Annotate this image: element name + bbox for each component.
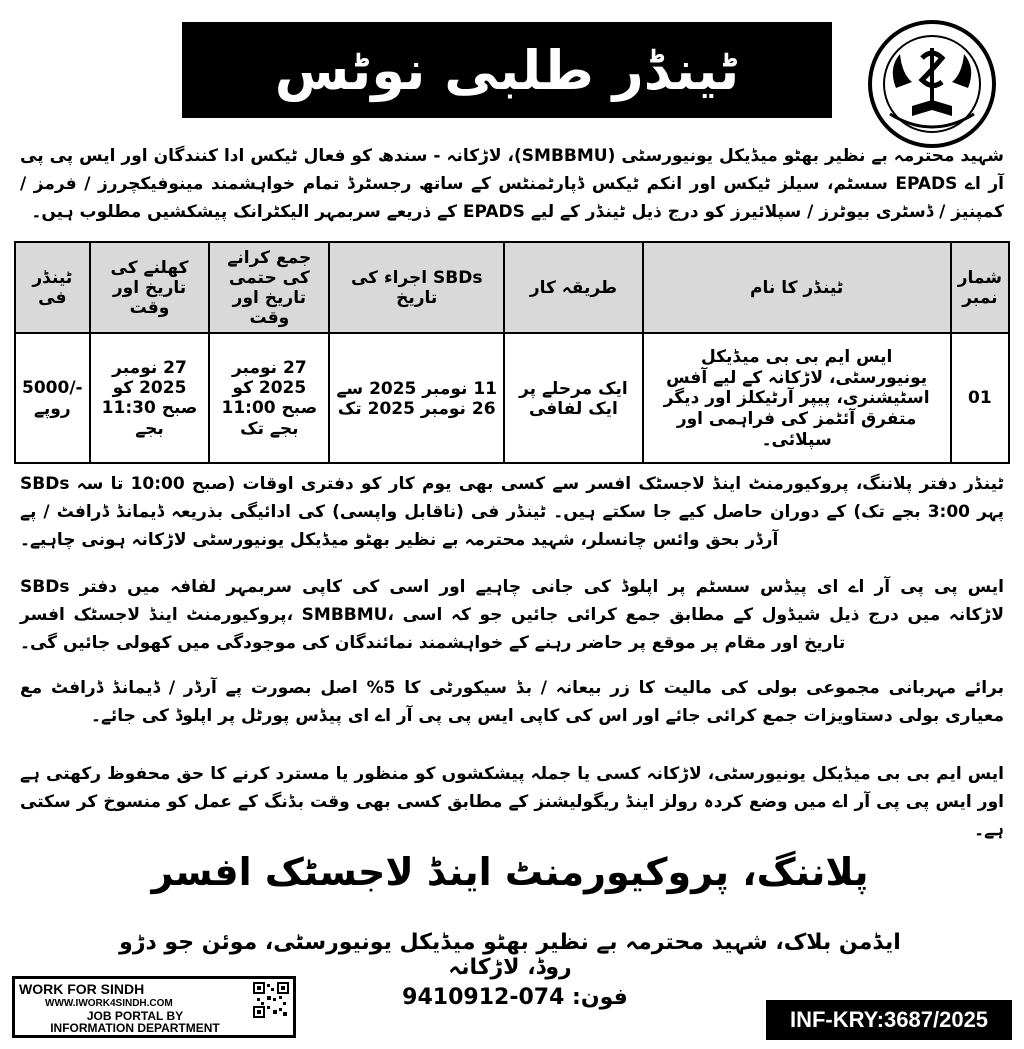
information-department-text: INFORMATION DEPARTMENT <box>50 1021 220 1035</box>
header-submission-date: جمع کرانے کی حتمی تاریخ اور وقت <box>209 242 329 333</box>
header-tender-fee: ٹینڈر فی <box>15 242 90 333</box>
intro-paragraph: شہید محترمہ بے نظیر بھٹو میڈیکل یونیورسٹی (SMBBMU)، لاڑکانہ - سندھ کو فعال ٹیکس ادا کنندگان اور ایس پی پی آر اے EPADS سسٹم، سیلز ٹیکس اور انکم ٹیکس ڈپارٹمنٹس کے ساتھ رجسٹرڈ تمام خواہشمند مینوفیکچررز / فرمز / کمپنیز / ڈسٹری بیوٹرز / سپلائیرز کو درج ذیل ٹینڈر کے لیے EPADS کے ذریعے سربمہر الیکٹرانک پیشکشیں مطلوب ہیں۔ <box>20 146 1004 222</box>
header-method: طریقہ کار <box>504 242 642 333</box>
header-opening-date: کھلنے کی تاریخ اور وقت <box>90 242 210 333</box>
job-portal-by-text: JOB PORTAL BY <box>86 1009 184 1023</box>
rights-reserved-paragraph: ایس ایم بی بی میڈیکل یونیورسٹی، لاڑکانہ کسی یا جملہ پیشکشوں کو منظور یا مسترد کرنے کا حق محفوظ رکھتی ہے اور ایس پی پی آر اے میں وضع کردہ رولز اینڈ ریگولیشنز کے مطابق کسی بھی وقت بڈنگ کے عمل کو منسوخ کر سکتی ہے۔ <box>20 764 1004 840</box>
qr-code-icon <box>253 982 289 1018</box>
signatory-title: پلاننگ، پروکیورمنٹ اینڈ لاجسٹک افسر <box>151 850 869 894</box>
tender-table <box>14 241 1010 464</box>
header-tender-name: ٹینڈر کا نام <box>643 242 951 333</box>
cell-submission-date: 27 نومبر 2025 کو صبح 11:00 بجے تک <box>209 333 329 463</box>
table-header-row <box>15 242 1009 333</box>
table-row <box>15 333 1009 463</box>
cell-issue-date: 11 نومبر 2025 سے 26 نومبر 2025 تک <box>329 333 504 463</box>
cell-tender-fee: -/5000 روپے <box>15 333 90 463</box>
bid-security-paragraph: برائے مہربانی مجموعی بولی کی مالیت کا زر بیعانہ / بڈ سیکورٹی کا 5% اصل بصورت پے آرڈر / ڈیمانڈ ڈرافٹ مع معیاری بولی دستاویزات جمع کرائی جائے اور اس کی کاپی ایس پی پی آر اے ای پیڈس پورٹل پر اپلوڈ کی جائے۔ <box>20 678 1004 726</box>
reference-number-badge <box>766 1000 1012 1040</box>
signatory-phone: فون: 074-9410912 <box>402 985 628 1010</box>
sbd-availability-paragraph: SBDs ٹینڈر دفتر پلاننگ، پروکیورمنٹ اینڈ لاجسٹک افسر سے کسی بھی یوم کار کو دفتری اوقات (صبح 10:00 تا سہ پہر 3:00 بجے تک) کے دوران حاصل کیے جا سکتے ہیں۔ ٹینڈر فی (ناقابل واپسی) کی ادائیگی بذریعہ ڈیمانڈ ڈرافٹ / پے آرڈر بحق وائس چانسلر، شہید محترمہ بے نظیر بھٹو میڈیکل یونیورسٹی لاڑکانہ ہونی چاہیے۔ <box>20 474 1004 550</box>
header-serial: شمار نمبر <box>951 242 1009 333</box>
university-seal-logo <box>866 18 998 150</box>
work-for-sindh-badge <box>12 976 296 1038</box>
job-portal-label <box>15 1010 255 1034</box>
cell-opening-date: 27 نومبر 2025 کو صبح 11:30 بجے <box>90 333 210 463</box>
work-for-sindh-label: WORK FOR SINDH <box>19 981 145 997</box>
notice-title: ٹینڈر طلبی نوٹس <box>274 38 740 102</box>
cell-method: ایک مرحلے پر ایک لفافی <box>504 333 642 463</box>
cell-tender-name: ایس ایم بی بی میڈیکل یونیورسٹی، لاڑکانہ کے لیے آفس اسٹیشنری، پیپر آرٹیکلز اور دیگر متفرق آئٹمز کی فراہمی اور سپلائی۔ <box>643 333 951 463</box>
notice-title-banner <box>182 22 832 118</box>
cell-serial: 01 <box>951 333 1009 463</box>
reference-number: INF-KRY:3687/2025 <box>789 1007 989 1032</box>
signatory-address: ایڈمن بلاک، شہید محترمہ بے نظیر بھٹو میڈیکل یونیورسٹی، موئن جو دڑو روڈ، لاڑکانہ <box>119 930 901 980</box>
header-issue-date: SBDs اجراء کی تاریخ <box>329 242 504 333</box>
website-label: WWW.IWORK4SINDH.COM <box>45 998 173 1009</box>
submission-paragraph: SBDs ایس پی پی آر اے ای پیڈس سسٹم پر اپلوڈ کی جانی چاہیے اور اسی کی کاپی سربمہر لفافہ میں دفتر پروکیورمنٹ اینڈ لاجسٹک افسر، SMBBMU، لاڑکانہ میں درج ذیل شیڈول کے مطابق جمع کرائی جائیں جو کہ اسی تاریخ اور مقام پر موقع پر حاضر رہنے کے خواہشمند نمائندگان کی موجودگی میں کھولی جائیں گی۔ <box>20 577 1004 653</box>
